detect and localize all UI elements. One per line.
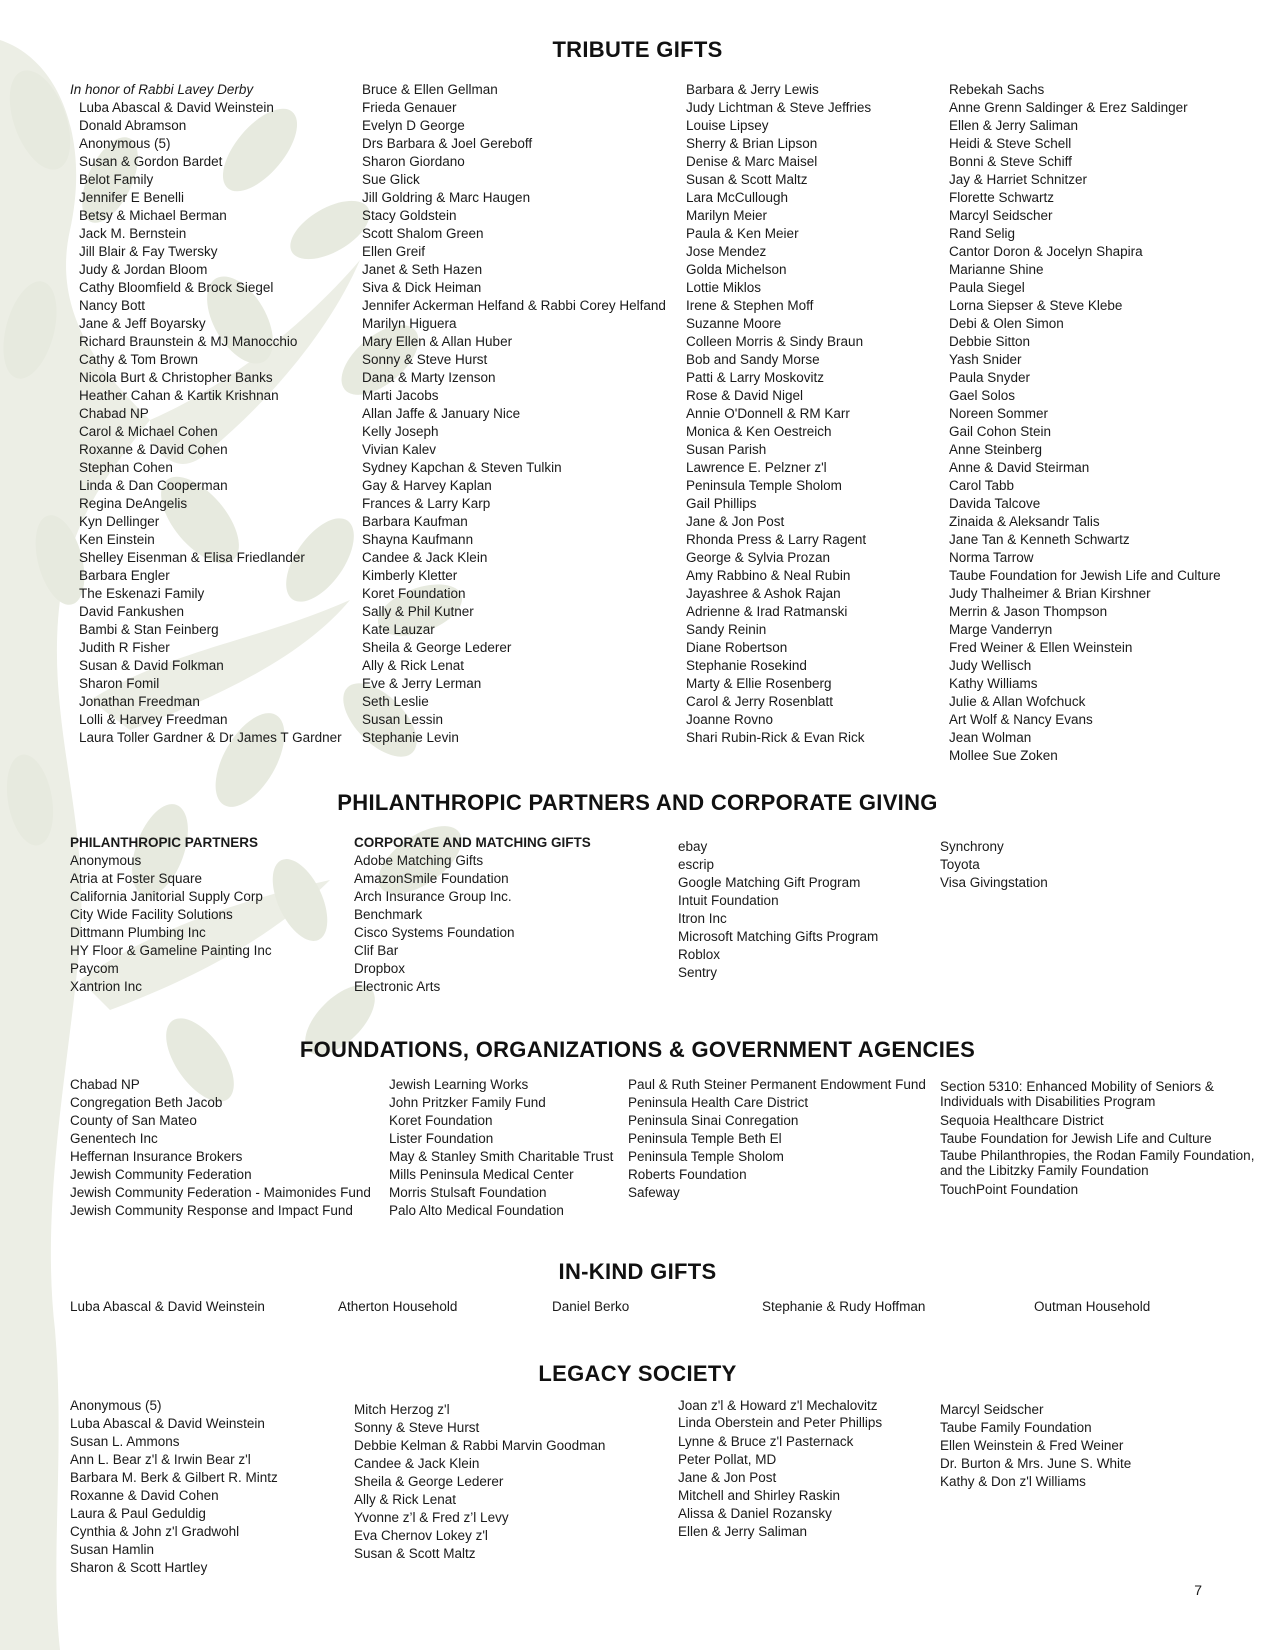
donor-name: Lolli & Harvey Freedman bbox=[79, 712, 228, 727]
donor-name: Marianne Shine bbox=[949, 262, 1044, 277]
corporate-gift-name: Arch Insurance Group Inc. bbox=[354, 889, 512, 904]
organization-name: Peninsula Sinai Conregation bbox=[628, 1113, 799, 1128]
donor-name: Colleen Morris & Sindy Braun bbox=[686, 334, 864, 349]
organization-name: Chabad NP bbox=[70, 1077, 140, 1092]
donor-name: Laura Toller Gardner & Dr James T Gardner bbox=[79, 730, 342, 745]
organization-name: Taube Philanthropies, the Rodan Family Foundation, and the Libitzky Family Foundation bbox=[940, 1148, 1255, 1178]
donor-name: Jack M. Bernstein bbox=[79, 226, 187, 241]
donor-name: Barbara Kaufman bbox=[362, 514, 468, 529]
legacy-member-name: Barbara M. Berk & Gilbert R. Mintz bbox=[70, 1470, 278, 1485]
donor-name: Rose & David Nigel bbox=[686, 388, 804, 403]
legacy-member-name: Jane & Jon Post bbox=[678, 1470, 777, 1485]
donor-name: Susan Lessin bbox=[362, 712, 444, 727]
corporate-gift-name: Sentry bbox=[678, 965, 718, 980]
donor-name: Kelly Joseph bbox=[362, 424, 439, 439]
donor-name: Susan & Gordon Bardet bbox=[79, 154, 223, 169]
donor-name: Monica & Ken Oestreich bbox=[686, 424, 832, 439]
legacy-member-name: Ellen Weinstein & Fred Weiner bbox=[940, 1438, 1124, 1453]
donor-name: Norma Tarrow bbox=[949, 550, 1034, 565]
donor-name: Ken Einstein bbox=[79, 532, 155, 547]
donor-name: Marilyn Higuera bbox=[362, 316, 457, 331]
donor-name: Siva & Dick Heiman bbox=[362, 280, 482, 295]
donor-name: Kyn Dellinger bbox=[79, 514, 160, 529]
donor-name: Jonathan Freedman bbox=[79, 694, 200, 709]
donor-name: Betsy & Michael Berman bbox=[79, 208, 227, 223]
legacy-member-name: Laura & Paul Geduldig bbox=[70, 1506, 206, 1521]
foundations-column-1 bbox=[70, 1076, 371, 1220]
corporate-gift-name: Toyota bbox=[940, 857, 980, 872]
donor-name: Rebekah Sachs bbox=[949, 82, 1045, 97]
donor-name: David Fankushen bbox=[79, 604, 185, 619]
partner-name: HY Floor & Gameline Painting Inc bbox=[70, 943, 272, 958]
organization-name: Peninsula Health Care District bbox=[628, 1095, 809, 1110]
donor-name: Heidi & Steve Schell bbox=[949, 136, 1072, 151]
corporate-gift-name: Visa Givingstation bbox=[940, 875, 1048, 890]
donor-name: Richard Braunstein & MJ Manocchio bbox=[79, 334, 298, 349]
donor-name: Adrienne & Irad Ratmanski bbox=[686, 604, 848, 619]
donor-name: Art Wolf & Nancy Evans bbox=[949, 712, 1093, 727]
corporate-gift-name: Itron Inc bbox=[678, 911, 727, 926]
corporate-gift-name: Clif Bar bbox=[354, 943, 399, 958]
donor-name: Diane Robertson bbox=[686, 640, 788, 655]
organization-name: May & Stanley Smith Charitable Trust bbox=[389, 1149, 614, 1164]
legacy-member-name: Joan z'l & Howard z'l Mechalovitz bbox=[678, 1398, 878, 1413]
legacy-society-title: LEGACY SOCIETY bbox=[538, 1361, 737, 1386]
corporate-gifts-heading: CORPORATE AND MATCHING GIFTS bbox=[354, 835, 591, 850]
legacy-member-name: Susan & Scott Maltz bbox=[354, 1546, 476, 1561]
donor-name: Rhonda Press & Larry Ragent bbox=[686, 532, 867, 547]
donor-name: Sandy Reinin bbox=[686, 622, 767, 637]
organization-name: John Pritzker Family Fund bbox=[389, 1095, 546, 1110]
donor-name: Judy Lichtman & Steve Jeffries bbox=[686, 100, 872, 115]
legacy-column-2 bbox=[354, 1401, 605, 1563]
organization-name: Genentech Inc bbox=[70, 1131, 158, 1146]
corporate-gift-name: Intuit Foundation bbox=[678, 893, 779, 908]
donor-name: Debi & Olen Simon bbox=[949, 316, 1064, 331]
legacy-member-name: Susan L. Ammons bbox=[70, 1434, 180, 1449]
donor-name: The Eskenazi Family bbox=[79, 586, 205, 601]
corporate-gift-name: escrip bbox=[678, 857, 715, 872]
legacy-member-name: Anonymous (5) bbox=[70, 1398, 162, 1413]
legacy-member-name: Linda Oberstein and Peter Phillips bbox=[678, 1415, 883, 1430]
donor-name: Shayna Kaufmann bbox=[362, 532, 474, 547]
donor-name: Joanne Rovno bbox=[686, 712, 774, 727]
legacy-member-name: Lynne & Bruce z'l Pasternack bbox=[678, 1434, 854, 1449]
organization-name: Safeway bbox=[628, 1185, 680, 1200]
donor-name: Kimberly Kletter bbox=[362, 568, 458, 583]
donor-name: Judy & Jordan Bloom bbox=[79, 262, 208, 277]
donor-name: Roxanne & David Cohen bbox=[79, 442, 228, 457]
donor-name: Drs Barbara & Joel Gereboff bbox=[362, 136, 533, 151]
donor-name: Jane & Jon Post bbox=[686, 514, 785, 529]
philanthropic-partners-column bbox=[70, 834, 272, 996]
donor-name: Sue Glick bbox=[362, 172, 420, 187]
donor-name: Ellen Greif bbox=[362, 244, 426, 259]
donor-name: Taube Foundation for Jewish Life and Culture bbox=[949, 568, 1221, 583]
donor-name: Bob and Sandy Morse bbox=[686, 352, 820, 367]
organization-name: Roberts Foundation bbox=[628, 1167, 747, 1182]
corporate-gifts-column-1 bbox=[354, 834, 591, 996]
corporate-gift-name: Roblox bbox=[678, 947, 721, 962]
tribute-column-3 bbox=[686, 81, 871, 747]
donor-name: Vivian Kalev bbox=[362, 442, 437, 457]
partner-name: City Wide Facility Solutions bbox=[70, 907, 233, 922]
legacy-member-name: Ally & Rick Lenat bbox=[354, 1492, 457, 1507]
organization-name: Jewish Community Federation - Maimonides Fund bbox=[70, 1185, 371, 1200]
donor-name: Stephanie Rosekind bbox=[686, 658, 807, 673]
legacy-member-name: Yvonne z’l & Fred z’l Levy bbox=[354, 1510, 509, 1525]
donor-name: Peninsula Temple Sholom bbox=[686, 478, 842, 493]
donor-name: Cantor Doron & Jocelyn Shapira bbox=[949, 244, 1143, 259]
donor-name: Barbara Engler bbox=[79, 568, 170, 583]
donor-name: Susan Parish bbox=[686, 442, 767, 457]
corporate-gift-name: ebay bbox=[678, 839, 708, 854]
donor-name: Jane & Jeff Boyarsky bbox=[79, 316, 206, 331]
donor-name: Julie & Allan Wofchuck bbox=[949, 694, 1086, 709]
corporate-gift-name: Electronic Arts bbox=[354, 979, 441, 994]
legacy-member-name: Debbie Kelman & Rabbi Marvin Goodman bbox=[354, 1438, 606, 1453]
legacy-member-name: Mitch Herzog z'l bbox=[354, 1402, 450, 1417]
donor-name: Paula Snyder bbox=[949, 370, 1031, 385]
donor-name: Sharon Giordano bbox=[362, 154, 465, 169]
donor-name: Eve & Jerry Lerman bbox=[362, 676, 482, 691]
legacy-member-name: Sharon & Scott Hartley bbox=[70, 1560, 208, 1575]
partner-name: Anonymous bbox=[70, 853, 142, 868]
donor-name: Evelyn D George bbox=[362, 118, 465, 133]
donor-name: Sonny & Steve Hurst bbox=[362, 352, 488, 367]
organization-name: Taube Foundation for Jewish Life and Culture bbox=[940, 1131, 1212, 1146]
donor-name: Bruce & Ellen Gellman bbox=[362, 82, 498, 97]
philanthropic-partners-heading: PHILANTHROPIC PARTNERS bbox=[70, 835, 259, 850]
donor-name: Yash Snider bbox=[949, 352, 1022, 367]
donor-name: Judy Wellisch bbox=[949, 658, 1032, 673]
in-kind-gifts-title: IN-KIND GIFTS bbox=[558, 1259, 717, 1284]
donor-name: Mary Ellen & Allan Huber bbox=[362, 334, 513, 349]
donor-name: Anne & David Steirman bbox=[949, 460, 1090, 475]
donor-name: Cathy Bloomfield & Brock Siegel bbox=[79, 280, 274, 295]
organization-name: Palo Alto Medical Foundation bbox=[389, 1203, 564, 1218]
organization-name: Jewish Community Federation bbox=[70, 1167, 252, 1182]
donor-name: Louise Lipsey bbox=[686, 118, 769, 133]
donor-name: Carol & Michael Cohen bbox=[79, 424, 218, 439]
donor-name: Marilyn Meier bbox=[686, 208, 768, 223]
tribute-column-2 bbox=[362, 81, 666, 747]
foundations-column-3 bbox=[628, 1076, 926, 1202]
donor-name: Marty & Ellie Rosenberg bbox=[686, 676, 832, 691]
donor-name: Anne Steinberg bbox=[949, 442, 1043, 457]
donor-name: Jennifer Ackerman Helfand & Rabbi Corey Helfand bbox=[362, 298, 666, 313]
donor-name: Debbie Sitton bbox=[949, 334, 1031, 349]
legacy-member-name: Kathy & Don z'l Williams bbox=[940, 1474, 1086, 1489]
organization-name: County of San Mateo bbox=[70, 1113, 197, 1128]
donor-name: Jay & Harriet Schnitzer bbox=[949, 172, 1088, 187]
tribute-gifts-title: TRIBUTE GIFTS bbox=[552, 37, 723, 62]
organization-name: Paul & Ruth Steiner Permanent Endowment Fund bbox=[628, 1077, 926, 1092]
donor-name: Linda & Dan Cooperman bbox=[79, 478, 228, 493]
donor-name: Cathy & Tom Brown bbox=[79, 352, 199, 367]
donor-name: Shelley Eisenman & Elisa Friedlander bbox=[79, 550, 305, 565]
donor-name: Carol Tabb bbox=[949, 478, 1015, 493]
organization-name: Lister Foundation bbox=[389, 1131, 494, 1146]
partner-name: Dittmann Plumbing Inc bbox=[70, 925, 206, 940]
donor-name: Dana & Marty Izenson bbox=[362, 370, 496, 385]
donor-name: Stephanie Levin bbox=[362, 730, 459, 745]
donor-name: Lara McCullough bbox=[686, 190, 789, 205]
in-kind-item: Atherton Household bbox=[338, 1299, 458, 1314]
foundations-column-2 bbox=[389, 1076, 613, 1220]
donor-name: Jill Goldring & Marc Haugen bbox=[362, 190, 531, 205]
tribute-column-1 bbox=[70, 81, 342, 747]
organization-name: Peninsula Temple Beth El bbox=[628, 1131, 782, 1146]
in-kind-item: Daniel Berko bbox=[552, 1299, 630, 1314]
donor-name: Fred Weiner & Ellen Weinstein bbox=[949, 640, 1133, 655]
donor-name: Patti & Larry Moskovitz bbox=[686, 370, 825, 385]
corporate-gift-name: Benchmark bbox=[354, 907, 423, 922]
donor-name: Paula Siegel bbox=[949, 280, 1025, 295]
donor-name: Sydney Kapchan & Steven Tulkin bbox=[362, 460, 562, 475]
legacy-member-name: Sonny & Steve Hurst bbox=[354, 1420, 480, 1435]
donor-name: Jean Wolman bbox=[949, 730, 1032, 745]
organization-name: Heffernan Insurance Brokers bbox=[70, 1149, 243, 1164]
donor-name: Candee & Jack Klein bbox=[362, 550, 488, 565]
donor-name: Jennifer E Benelli bbox=[79, 190, 185, 205]
philanthropic-title: PHILANTHROPIC PARTNERS AND CORPORATE GIVING bbox=[337, 790, 938, 815]
donor-name: Allan Jaffe & January Nice bbox=[362, 406, 521, 421]
donor-name: Rand Selig bbox=[949, 226, 1016, 241]
in-kind-item: Luba Abascal & David Weinstein bbox=[70, 1299, 265, 1314]
donor-name: Mollee Sue Zoken bbox=[949, 748, 1058, 763]
donor-name: Belot Family bbox=[79, 172, 154, 187]
donor-name: Paula & Ken Meier bbox=[686, 226, 799, 241]
donor-name: Chabad NP bbox=[79, 406, 149, 421]
donor-name: Heather Cahan & Kartik Krishnan bbox=[79, 388, 279, 403]
corporate-gift-name: Synchrony bbox=[940, 839, 1004, 854]
donor-name: Janet & Seth Hazen bbox=[362, 262, 483, 277]
partner-name: Paycom bbox=[70, 961, 119, 976]
organization-name: Koret Foundation bbox=[389, 1113, 493, 1128]
donor-name: Jayashree & Ashok Rajan bbox=[686, 586, 841, 601]
donor-name: Jane Tan & Kenneth Schwartz bbox=[949, 532, 1130, 547]
donor-name: Lawrence E. Pelzner z'l bbox=[686, 460, 827, 475]
organization-name: Mills Peninsula Medical Center bbox=[389, 1167, 574, 1182]
legacy-member-name: Susan Hamlin bbox=[70, 1542, 155, 1557]
donor-name: Ally & Rick Lenat bbox=[362, 658, 465, 673]
corporate-gift-name: Microsoft Matching Gifts Program bbox=[678, 929, 879, 944]
corporate-gifts-column-3 bbox=[940, 838, 1048, 892]
organization-name: Peninsula Temple Sholom bbox=[628, 1149, 784, 1164]
donor-name: Gael Solos bbox=[949, 388, 1016, 403]
donor-name: Sheila & George Lederer bbox=[362, 640, 512, 655]
legacy-column-1 bbox=[70, 1397, 278, 1577]
donor-name: Marge Vanderryn bbox=[949, 622, 1053, 637]
donor-name: Bambi & Stan Feinberg bbox=[79, 622, 219, 637]
donor-name: Jill Blair & Fay Twersky bbox=[79, 244, 218, 259]
legacy-member-name: Peter Pollat, MD bbox=[678, 1452, 777, 1467]
partner-name: Xantrion Inc bbox=[70, 979, 143, 994]
donor-name: Scott Shalom Green bbox=[362, 226, 484, 241]
corporate-gift-name: Cisco Systems Foundation bbox=[354, 925, 515, 940]
donor-name: Carol & Jerry Rosenblatt bbox=[686, 694, 834, 709]
tribute-subheading: In honor of Rabbi Lavey Derby bbox=[70, 82, 254, 97]
donor-name: George & Sylvia Prozan bbox=[686, 550, 831, 565]
organization-name: Sequoia Healthcare District bbox=[940, 1113, 1104, 1128]
donor-name: Judith R Fisher bbox=[79, 640, 170, 655]
legacy-column-4 bbox=[940, 1401, 1131, 1491]
donor-name: Golda Michelson bbox=[686, 262, 787, 277]
donor-name: Annie O'Donnell & RM Karr bbox=[686, 406, 850, 421]
donor-name: Lottie Miklos bbox=[686, 280, 762, 295]
organization-name: Morris Stulsaft Foundation bbox=[389, 1185, 547, 1200]
donor-name: Suzanne Moore bbox=[686, 316, 782, 331]
legacy-member-name: Marcyl Seidscher bbox=[940, 1402, 1044, 1417]
partner-name: Atria at Foster Square bbox=[70, 871, 203, 886]
donor-name: Seth Leslie bbox=[362, 694, 429, 709]
tribute-column-4 bbox=[949, 81, 1221, 765]
donor-name: Nancy Bott bbox=[79, 298, 146, 313]
partner-name: California Janitorial Supply Corp bbox=[70, 889, 263, 904]
donor-name: Sharon Fomil bbox=[79, 676, 160, 691]
donor-name: Zinaida & Aleksandr Talis bbox=[949, 514, 1100, 529]
donor-name: Davida Talcove bbox=[949, 496, 1041, 511]
donor-name: Susan & David Folkman bbox=[79, 658, 224, 673]
corporate-gift-name: Dropbox bbox=[354, 961, 406, 976]
donor-name: Ellen & Jerry Saliman bbox=[949, 118, 1079, 133]
in-kind-item: Outman Household bbox=[1034, 1299, 1151, 1314]
donor-name: Judy Thalheimer & Brian Kirshner bbox=[949, 586, 1151, 601]
donor-name: Gail Phillips bbox=[686, 496, 757, 511]
foundations-title: FOUNDATIONS, ORGANIZATIONS & GOVERNMENT AGENCIES bbox=[299, 1037, 976, 1062]
donor-name: Jose Mendez bbox=[686, 244, 767, 259]
donor-name: Marti Jacobs bbox=[362, 388, 439, 403]
legacy-member-name: Mitchell and Shirley Raskin bbox=[678, 1488, 841, 1503]
donor-name: Nicola Burt & Christopher Banks bbox=[79, 370, 273, 385]
legacy-member-name: Luba Abascal & David Weinstein bbox=[70, 1416, 265, 1431]
legacy-member-name: Ellen & Jerry Saliman bbox=[678, 1524, 808, 1539]
legacy-column-3 bbox=[678, 1397, 883, 1541]
in-kind-item: Stephanie & Rudy Hoffman bbox=[762, 1299, 926, 1314]
donor-name: Kathy Williams bbox=[949, 676, 1038, 691]
donor-name: Shari Rubin-Rick & Evan Rick bbox=[686, 730, 865, 745]
legacy-member-name: Eva Chernov Lokey z'l bbox=[354, 1528, 488, 1543]
donor-name: Donald Abramson bbox=[79, 118, 187, 133]
donor-name: Frances & Larry Karp bbox=[362, 496, 491, 511]
donor-name: Sally & Phil Kutner bbox=[362, 604, 474, 619]
organization-name: TouchPoint Foundation bbox=[940, 1182, 1079, 1197]
donor-name: Denise & Marc Maisel bbox=[686, 154, 818, 169]
donor-name: Regina DeAngelis bbox=[79, 496, 188, 511]
donor-name: Kate Lauzar bbox=[362, 622, 435, 637]
donor-name: Stephan Cohen bbox=[79, 460, 173, 475]
donor-name: Irene & Stephen Moff bbox=[686, 298, 814, 313]
corporate-gift-name: Google Matching Gift Program bbox=[678, 875, 861, 890]
donor-name: Florette Schwartz bbox=[949, 190, 1055, 205]
corporate-gifts-column-2 bbox=[678, 838, 878, 982]
legacy-member-name: Alissa & Daniel Rozansky bbox=[678, 1506, 832, 1521]
donor-name: Anonymous (5) bbox=[79, 136, 171, 151]
organization-name: Jewish Community Response and Impact Fund bbox=[70, 1203, 353, 1218]
donor-name: Merrin & Jason Thompson bbox=[949, 604, 1108, 619]
donor-name: Amy Rabbino & Neal Rubin bbox=[686, 568, 851, 583]
donor-name: Anne Grenn Saldinger & Erez Saldinger bbox=[949, 100, 1188, 115]
organization-name: Congregation Beth Jacob bbox=[70, 1095, 223, 1110]
donor-name: Noreen Sommer bbox=[949, 406, 1049, 421]
legacy-member-name: Sheila & George Lederer bbox=[354, 1474, 504, 1489]
organization-name: Section 5310: Enhanced Mobility of Seniors & Individuals with Disabilities Program bbox=[940, 1079, 1214, 1109]
donor-name: Marcyl Seidscher bbox=[949, 208, 1053, 223]
donor-name: Gay & Harvey Kaplan bbox=[362, 478, 492, 493]
donor-name: Susan & Scott Maltz bbox=[686, 172, 808, 187]
legacy-member-name: Taube Family Foundation bbox=[940, 1420, 1092, 1435]
donor-name: Gail Cohon Stein bbox=[949, 424, 1052, 439]
legacy-member-name: Candee & Jack Klein bbox=[354, 1456, 480, 1471]
legacy-member-name: Cynthia & John z'l Gradwohl bbox=[70, 1524, 240, 1539]
legacy-member-name: Ann L. Bear z'l & Irwin Bear z'l bbox=[70, 1452, 251, 1467]
page-number: 7 bbox=[1194, 1582, 1202, 1598]
foundations-column-4 bbox=[940, 1079, 1260, 1199]
organization-name: Jewish Learning Works bbox=[389, 1077, 529, 1092]
legacy-member-name: Roxanne & David Cohen bbox=[70, 1488, 219, 1503]
donor-name: Frieda Genauer bbox=[362, 100, 457, 115]
donor-name: Sherry & Brian Lipson bbox=[686, 136, 818, 151]
corporate-gift-name: Adobe Matching Gifts bbox=[354, 853, 484, 868]
donor-name: Luba Abascal & David Weinstein bbox=[79, 100, 274, 115]
donor-name: Stacy Goldstein bbox=[362, 208, 457, 223]
donor-name: Bonni & Steve Schiff bbox=[949, 154, 1072, 169]
corporate-gift-name: AmazonSmile Foundation bbox=[354, 871, 509, 886]
donor-name: Koret Foundation bbox=[362, 586, 466, 601]
donor-name: Lorna Siepser & Steve Klebe bbox=[949, 298, 1123, 313]
donor-name: Barbara & Jerry Lewis bbox=[686, 82, 819, 97]
legacy-member-name: Dr. Burton & Mrs. June S. White bbox=[940, 1456, 1132, 1471]
